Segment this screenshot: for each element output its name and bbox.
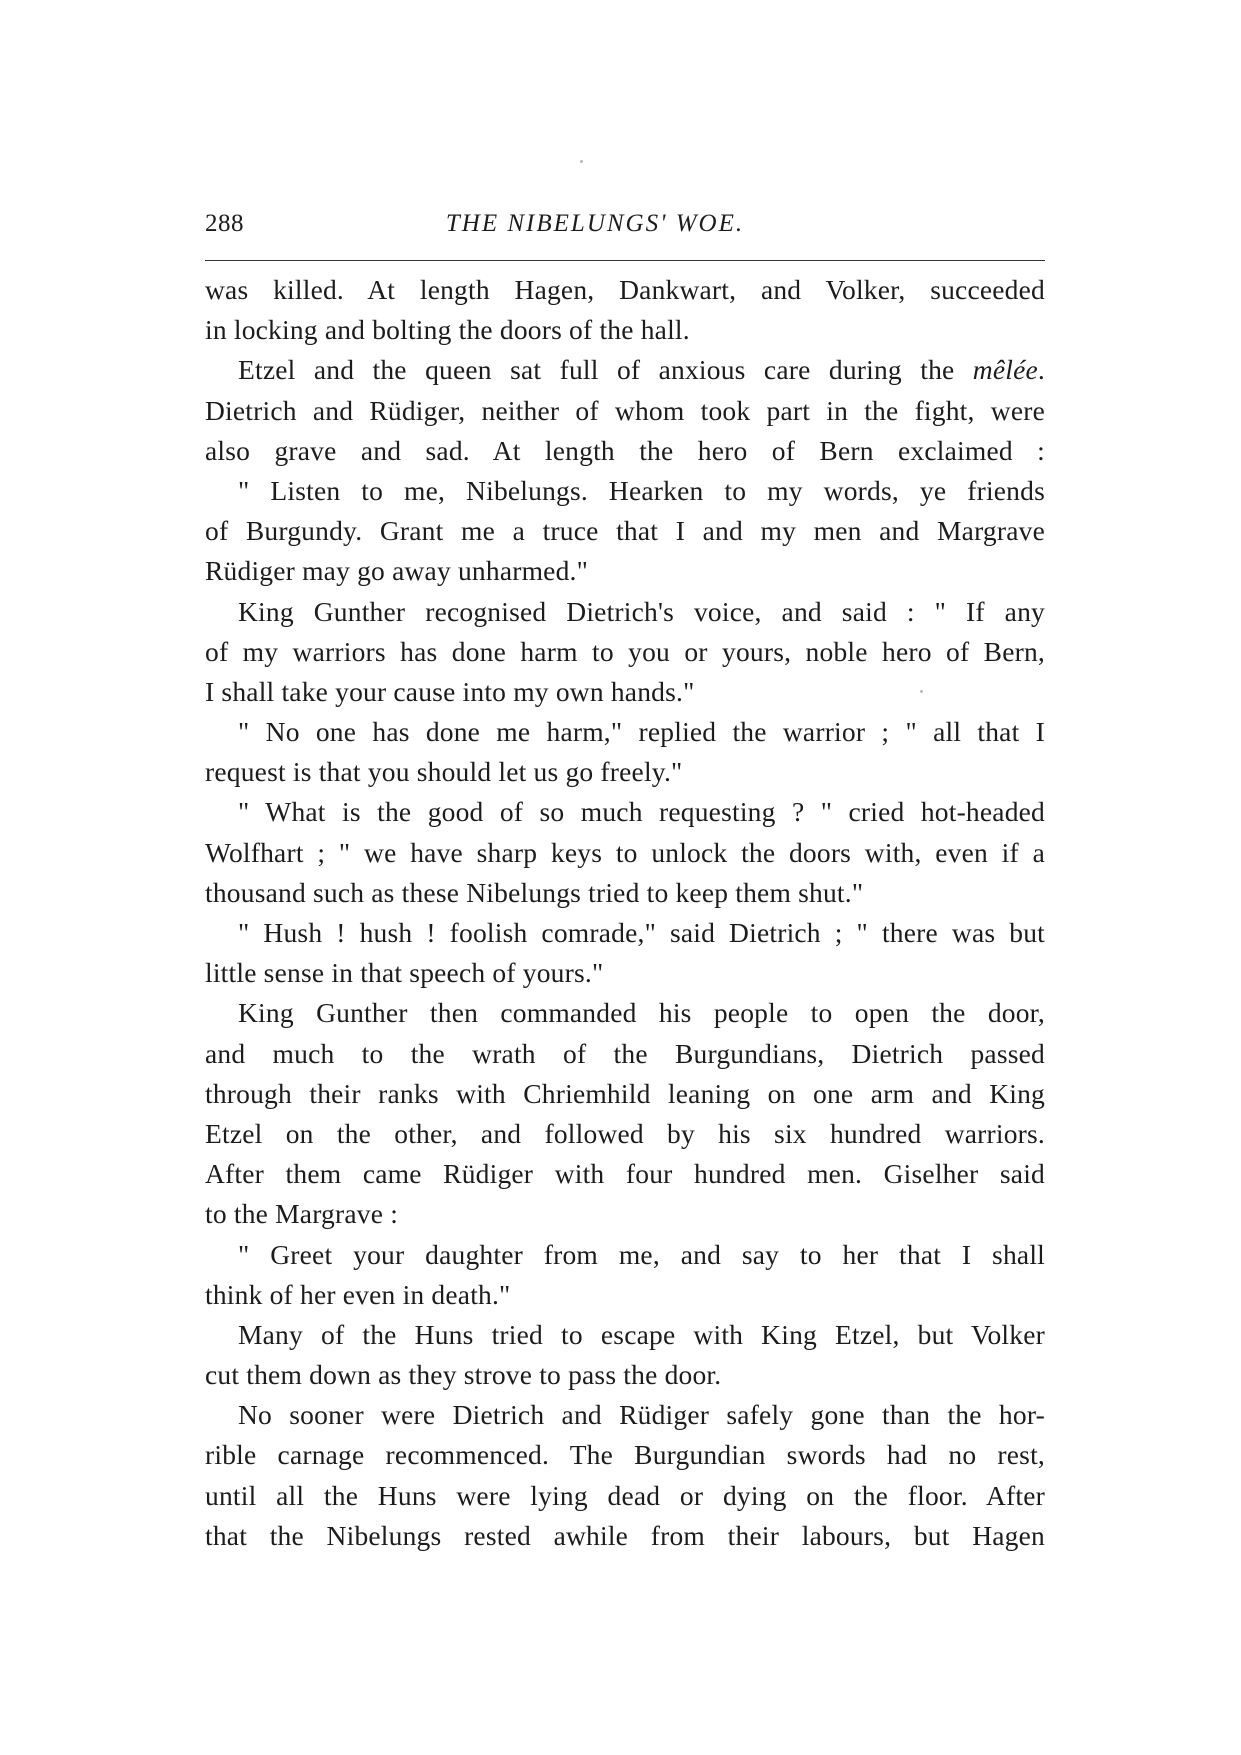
text-line: request is that you should let us go freely." xyxy=(205,756,683,788)
text-line: Etzel and the queen sat full of anxious care during the mêlée. xyxy=(238,354,1045,386)
body-text xyxy=(205,270,1045,1556)
text-line: Etzel on the other, and followed by his six hundred warriors. xyxy=(205,1117,1045,1149)
text-line: Many of the Huns tried to escape with King Etzel, but Volker xyxy=(238,1318,1045,1350)
text-line: Rüdiger may go away unharmed." xyxy=(205,555,589,587)
page-number: 288 xyxy=(205,210,244,237)
paper-speck xyxy=(920,690,923,693)
text-line: of my warriors has done harm to you or yours, noble hero of Bern, xyxy=(205,635,1045,667)
text-line: " Hush ! hush ! foolish comrade," said Dietrich ; " there was but xyxy=(238,917,1045,948)
text-line: in locking and bolting the doors of the hall. xyxy=(205,314,690,346)
text-line: think of her even in death." xyxy=(205,1278,511,1310)
text-line: was killed. At length Hagen, Dankwart, and Volker, succeeded xyxy=(205,274,1045,305)
text-line: No sooner were Dietrich and Rüdiger safely gone than the hor- xyxy=(238,1399,1045,1431)
page-header xyxy=(205,210,1045,250)
text-line: of Burgundy. Grant me a truce that I and my men and Margrave xyxy=(205,515,1045,547)
text-line: " Greet your daughter from me, and say to her that I shall xyxy=(238,1238,1045,1270)
text-line: I shall take your cause into my own hands." xyxy=(205,675,695,707)
text-line: also grave and sad. At length the hero of Bern exclaimed : xyxy=(205,434,1045,466)
running-title: THE NIBELUNGS' WOE. xyxy=(445,210,745,237)
text-line: Wolfhart ; " we have sharp keys to unlock the doors with, even if a xyxy=(205,836,1045,868)
text-line: King Gunther then commanded his people to open the door, xyxy=(238,997,1045,1029)
text-line: cut them down as they strove to pass the door. xyxy=(205,1359,722,1391)
text-line: until all the Huns were lying dead or dying on the floor. After xyxy=(205,1479,1045,1511)
text-line: little sense in that speech of yours." xyxy=(205,957,604,989)
text-line: " No one has done me harm," replied the warrior ; " all that I xyxy=(238,716,1045,748)
text-line: Dietrich and Rüdiger, neither of whom took part in the fight, were xyxy=(205,394,1045,426)
text-line: that the Nibelungs rested awhile from their labours, but Hagen xyxy=(205,1519,1045,1551)
text-line: " What is the good of so much requesting ? " cried hot-headed xyxy=(238,796,1045,828)
text-line: rible carnage recommenced. The Burgundian swords had no rest, xyxy=(205,1439,1045,1471)
text-line: After them came Rüdiger with four hundred men. Giselher said xyxy=(205,1158,1045,1190)
header-rule xyxy=(205,260,1045,261)
text-line: and much to the wrath of the Burgundians, Dietrich passed xyxy=(205,1037,1045,1069)
text-line: thousand such as these Nibelungs tried to keep them shut." xyxy=(205,876,864,908)
text-line: " Listen to me, Nibelungs. Hearken to my words, ye friends xyxy=(238,474,1045,506)
text-line: through their ranks with Chriemhild leaning on one arm and King xyxy=(205,1077,1045,1109)
text-line: King Gunther recognised Dietrich's voice, and said : " If any xyxy=(238,595,1045,627)
paper-speck xyxy=(580,160,583,163)
italic-word: mêlée xyxy=(972,354,1038,386)
text-line: to the Margrave : xyxy=(205,1198,399,1230)
